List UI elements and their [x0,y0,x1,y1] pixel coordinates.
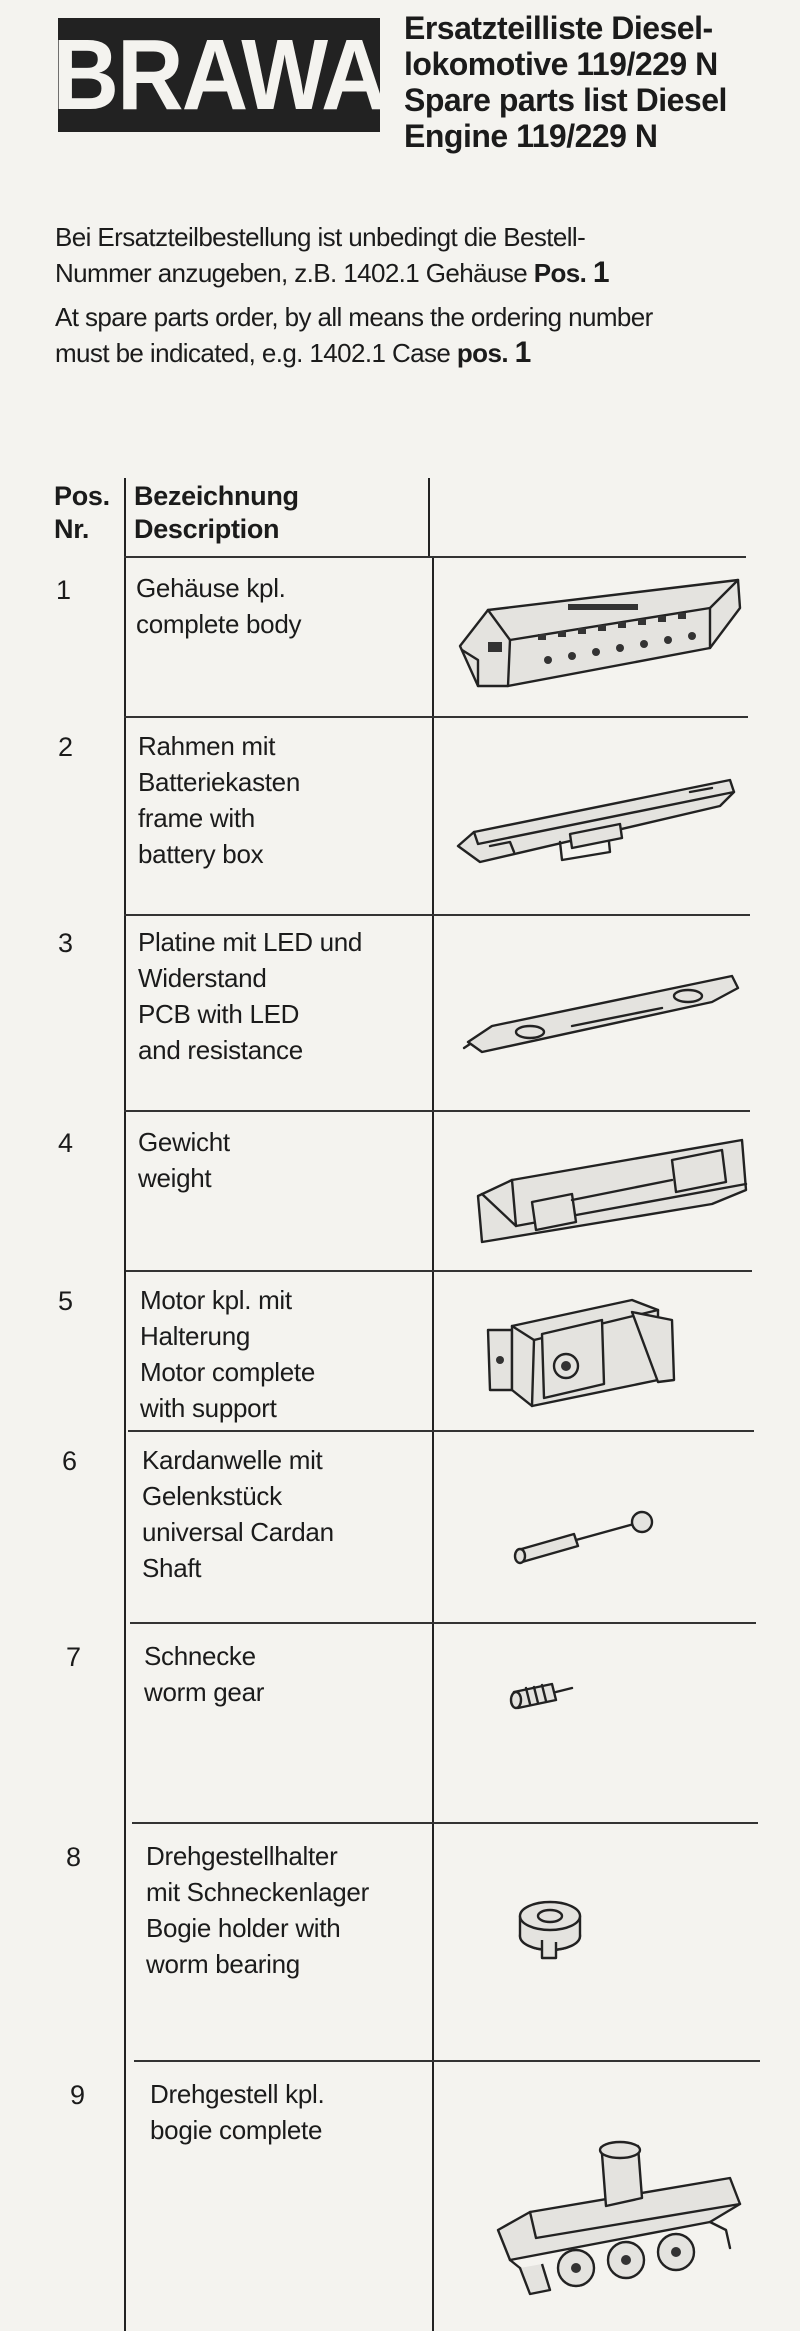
german-note-line: Nummer anzugeben, z.B. 1402.1 Gehäuse [55,258,534,288]
row-description [136,570,456,642]
pos-label: pos. [456,338,508,368]
row-divider [124,914,750,916]
bogie-holder-icon [512,1886,592,1966]
row-divider [132,1822,758,1824]
title-line: Ersatzteilliste Diesel- [404,10,713,46]
description-line: Batteriekasten [138,767,301,797]
row-description [138,1124,458,1196]
header-desc-line: Bezeichnung [134,481,299,511]
worm-gear-icon [506,1670,586,1720]
description-line: Drehgestell kpl. [150,2079,325,2109]
row-description [144,1638,464,1710]
description-line: frame with [138,803,255,833]
locomotive-body-icon [448,568,748,708]
english-note-line: must be indicated, e.g. 1402.1 Case [55,338,457,368]
description-line: Schnecke [144,1641,256,1671]
row-pos-number: 3 [58,928,74,958]
row-pos-number: 8 [66,1842,82,1872]
german-note-line: Bei Ersatzteilbestellung ist unbedingt die Bestell- [55,222,586,252]
description-line: universal Cardan [142,1517,334,1547]
description-line: Motor complete [140,1357,315,1387]
pos-number: 1 [592,256,609,289]
pos-label: Pos. [533,258,587,288]
title-line: Engine 119/229 N [404,118,658,154]
description-line: Rahmen mit [138,731,276,761]
description-line: Platine mit LED und [138,927,363,957]
bogie-icon [490,2118,750,2318]
description-line: Gehäuse kpl. [136,573,286,603]
frame-icon [450,770,740,880]
description-line: mit Schneckenlager [146,1877,369,1907]
description-line: worm bearing [146,1949,300,1979]
cardan-shaft-icon [512,1502,662,1572]
description-line: Gelenkstück [142,1481,282,1511]
column-divider [124,478,126,2331]
row-divider [126,1270,752,1272]
description-line: Widerstand [138,963,267,993]
row-divider [128,1430,754,1432]
column-divider [428,478,430,558]
description-line: worm gear [144,1677,265,1707]
title-line: Spare parts list Diesel [404,82,727,118]
row-divider [124,716,748,718]
row-description [140,1282,460,1426]
description-line: Shaft [142,1553,202,1583]
row-description [146,1838,466,1982]
pcb-icon [462,962,742,1062]
row-pos-number: 2 [58,732,74,762]
row-description [138,728,458,872]
header-pos-line: Pos. [54,481,110,511]
description-line: Bogie holder with [146,1913,341,1943]
description-line: complete body [136,609,302,639]
row-divider [124,1110,750,1112]
description-line: battery box [138,839,264,869]
english-note-line: At spare parts order, by all means the ordering number [55,302,653,332]
title-line: lokomotive 119/229 N [404,46,718,82]
row-description [138,924,458,1068]
row-divider [134,2060,760,2062]
description-line: and resistance [138,1035,303,1065]
row-pos-number: 1 [56,575,72,605]
logo-text: BRAWA [52,19,386,131]
row-pos-number: 4 [58,1128,74,1158]
header-desc-line: Description [134,514,280,544]
header-pos-line: Nr. [54,514,90,544]
description-line: weight [138,1163,212,1193]
description-line: with support [140,1393,277,1423]
row-description [150,2076,470,2148]
description-line: PCB with LED [138,999,300,1029]
row-pos-number: 9 [70,2080,86,2110]
description-line: bogie complete [150,2115,323,2145]
description-line: Drehgestellhalter [146,1841,338,1871]
row-divider [130,1622,756,1624]
header-pos [54,480,110,546]
row-divider [124,556,746,558]
description-line: Motor kpl. mit [140,1285,292,1315]
row-description [142,1442,462,1586]
weight-icon [472,1130,752,1260]
pos-number: 1 [514,336,531,369]
row-pos-number: 6 [62,1446,78,1476]
header-description [134,480,299,546]
description-line: Halterung [140,1321,251,1351]
description-line: Gewicht [138,1127,230,1157]
description-line: Kardanwelle mit [142,1445,323,1475]
row-pos-number: 5 [58,1286,74,1316]
row-pos-number: 7 [66,1642,82,1672]
motor-icon [482,1290,682,1420]
